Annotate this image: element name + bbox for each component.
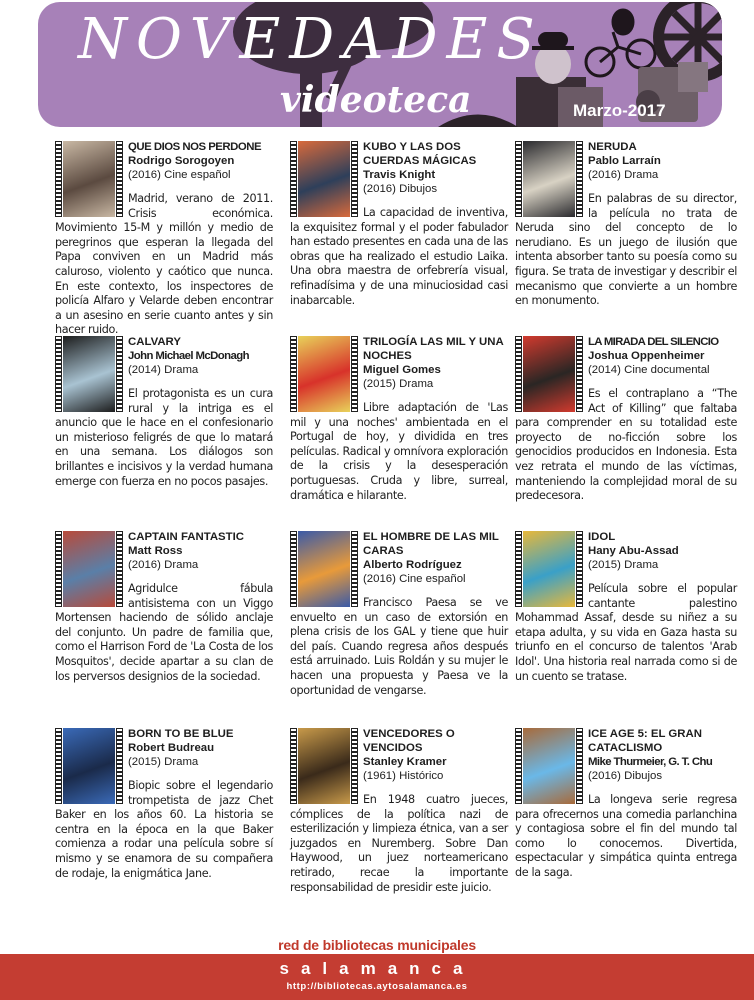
film-strip-icon: [55, 336, 62, 412]
film-title: TRILOGÍA LAS MIL Y UNA NOCHES: [363, 336, 504, 362]
film-description: En 1948 cuatro jueces, cómplices de la política nazi de esterilización y limpieza étnica, van a ser juzgados en Nuremberg. Sobre Dan Haywood, un juez norteamericano retirado, recae la importante responsabilidad de presidir este juicio.: [290, 793, 508, 894]
film-director: Mike Thurmeier, G. T. Chu: [588, 756, 713, 768]
film-strip-icon: [351, 141, 358, 217]
city-name: salamanca: [279, 959, 475, 978]
issue-date: Marzo-2017: [573, 101, 666, 120]
film-description: Biopic sobre el legendario trompetista de jazz Chet Baker en los años 60. La historia se centra en la época en la que Baker comienza a rodar una película sobre sí mismo y se enamora de su compañera de rodaje, la enigmática Jane.: [55, 779, 273, 880]
film-description: Película sobre el popular cantante palestino Mohammad Assaf, desde su niñez a su etapa adulta, y su vida en Gaza hasta su triunfo en el concurso de talentos 'Arab Idol'. Una historia real narrada como si de un cuento se tratase.: [515, 582, 737, 683]
film-year-genre: (2015) Drama: [588, 559, 659, 571]
film-card: [515, 335, 737, 504]
film-year-genre: (2016) Drama: [588, 169, 659, 181]
film-strip-icon: [116, 336, 123, 412]
film-title: NERUDA: [588, 141, 637, 153]
film-strip-icon: [290, 531, 297, 607]
film-year-genre: (2015) Drama: [363, 378, 434, 390]
film-strip-icon: [515, 728, 522, 804]
film-card: [55, 530, 273, 684]
film-poster: [55, 336, 123, 412]
film-card: [55, 140, 273, 338]
film-strip-icon: [576, 728, 583, 804]
film-poster: [55, 141, 123, 217]
film-strip-icon: [351, 531, 358, 607]
film-description: Francisco Paesa se ve envuelto en un caso de extorsión en plena crisis de los GAL y tiene que huir del país. Cuando regresa años después está arruinado. Luis Roldán y su mujer le hacen una propuesta y Paesa ve la oportunidad de vengarse.: [290, 596, 508, 697]
film-director: Hany Abu-Assad: [588, 545, 679, 557]
film-title: CALVARY: [128, 336, 181, 348]
page-title: NOVEDADES: [78, 7, 544, 72]
film-strip-icon: [116, 141, 123, 217]
film-director: Joshua Oppenheimer: [588, 350, 705, 362]
poster-image: [298, 336, 350, 412]
poster-image: [63, 728, 115, 804]
film-description: La capacidad de inventiva, la exquisitez formal y el poder fabulador han estado presentes en cada una de las obras que ha realizado el estudio Laika. Una obra maestra de orfebrería visual, refinadísima y de una minuciosidad casi inabarcable.: [290, 206, 508, 307]
film-card: [290, 727, 508, 895]
library-network-label: red de bibliotecas municipales: [278, 937, 476, 953]
film-director: Travis Knight: [363, 169, 436, 181]
film-director: John Michael McDonagh: [128, 350, 249, 362]
film-strip-icon: [55, 531, 62, 607]
film-strip-icon: [290, 141, 297, 217]
poster-image: [523, 141, 575, 217]
poster-image: [523, 336, 575, 412]
film-title: BORN TO BE BLUE: [128, 728, 234, 740]
footer-bar: [0, 954, 754, 1000]
film-poster: [515, 531, 583, 607]
poster-image: [63, 141, 115, 217]
film-strip-icon: [290, 336, 297, 412]
poster-image: [63, 336, 115, 412]
film-poster: [515, 141, 583, 217]
film-year-genre: (1961) Histórico: [363, 770, 444, 782]
film-strip-icon: [116, 728, 123, 804]
film-title: IDOL: [588, 531, 616, 543]
film-director: Matt Ross: [128, 545, 183, 557]
film-strip-icon: [55, 141, 62, 217]
film-title: ICE AGE 5: EL GRAN CATACLISMO: [588, 728, 702, 754]
film-poster: [515, 728, 583, 804]
film-card: [515, 727, 737, 881]
film-poster: [290, 336, 358, 412]
film-title: CAPTAIN FANTASTIC: [128, 531, 245, 543]
film-year-genre: (2014) Drama: [128, 364, 199, 376]
film-strip-icon: [515, 336, 522, 412]
film-card: [290, 530, 508, 698]
film-poster: [55, 531, 123, 607]
film-description: En palabras de su director, la película no trata de Neruda sino del concepto de lo nerudiano. Es un juego de ilusión que intenta absorber tanto su poesía como su figura. Se trata de investigar y describir el mecanismo que convierte a un hombre en monumento.: [515, 192, 737, 308]
film-year-genre: (2016) Dibujos: [363, 183, 438, 195]
film-poster: [515, 336, 583, 412]
poster-image: [523, 531, 575, 607]
film-description: Es el contraplano a “The Act of Killing” que faltaba para comprender en su totalidad este proyecto de no-ficción sobre los genocidios producidos en Indonesia. Esta vez retrata el mundo de las víctimas, manteniendo la complejidad moral de su predecesora.: [515, 387, 737, 503]
film-title: VENCEDORES O VENCIDOS: [363, 728, 455, 754]
film-description: El protagonista es un cura rural y la intriga es el anuncio que le hace en el confesionario un misterioso feligrés de que lo matará en una semana. Los diálogos son brillantes e incisivos y la verdad humana emerge con fuerza en no pocos pasajes.: [55, 387, 273, 488]
poster-image: [298, 531, 350, 607]
poster-image: [523, 728, 575, 804]
film-title: KUBO Y LAS DOS CUERDAS MÁGICAS: [363, 141, 477, 167]
film-card: [290, 335, 508, 503]
film-poster: [290, 141, 358, 217]
film-year-genre: (2015) Drama: [128, 756, 199, 768]
film-strip-icon: [515, 531, 522, 607]
film-strip-icon: [515, 141, 522, 217]
film-title: QUE DIOS NOS PERDONE: [128, 141, 262, 153]
poster-image: [298, 728, 350, 804]
film-year-genre: (2014) Cine documental: [588, 364, 710, 376]
film-description: Madrid, verano de 2011. Crisis económica. Movimiento 15-M y millón y medio de peregrinos que esperan la llegada del Papa conviven en un Madrid más caluroso, violento y caótico que nunca. En este contexto, los inspectores de policía Alfaro y Velarde deben encontrar a un asesino en serie cuanto antes y sin hacer ruido.: [55, 192, 273, 337]
website-link[interactable]: http://bibliotecas.aytosalamanca.es: [286, 981, 468, 992]
film-strip-icon: [576, 336, 583, 412]
film-card: [515, 530, 737, 684]
film-director: Robert Budreau: [128, 742, 215, 754]
film-strip-icon: [351, 336, 358, 412]
film-description: Agridulce fábula antisistema con un Viggo Mortensen haciendo de sólido anclaje del conjunto. Un padre de familia que, como el Harrison Ford de 'La Costa de los Mosquitos', decide apartar a su clan de los perversos designios de la sociedad.: [55, 582, 273, 683]
film-card: [515, 140, 737, 309]
bicycle-illustration: [586, 10, 655, 76]
film-year-genre: (2016) Drama: [128, 559, 199, 571]
film-card: [55, 727, 273, 881]
film-strip-icon: [290, 728, 297, 804]
film-poster: [290, 728, 358, 804]
film-director: Pablo Larraín: [588, 155, 661, 167]
header-banner: [38, 2, 722, 127]
film-poster: [290, 531, 358, 607]
film-card: [290, 140, 508, 308]
film-director: Stanley Kramer: [363, 756, 447, 768]
film-strip-icon: [576, 141, 583, 217]
film-poster: [55, 728, 123, 804]
film-description: Libre adaptación de 'Las mil y una noches' ambientada en el Portugal de hoy, y dividida en tres películas. Radical y omnívora exploración de la crisis y la desesperación portuguesas. Cruda y libre, surreal, dramática e hilarante.: [290, 401, 508, 502]
film-card: [55, 335, 273, 489]
film-director: Rodrigo Sorogoyen: [128, 155, 235, 167]
page-subtitle: videoteca: [280, 79, 472, 121]
film-year-genre: (2016) Dibujos: [588, 770, 663, 782]
poster-image: [298, 141, 350, 217]
film-title: EL HOMBRE DE LAS MIL CARAS: [363, 531, 499, 557]
film-strip-icon: [55, 728, 62, 804]
poster-image: [63, 531, 115, 607]
film-strip-icon: [116, 531, 123, 607]
film-year-genre: (2016) Cine español: [363, 573, 466, 585]
film-strip-icon: [351, 728, 358, 804]
film-title: LA MIRADA DEL SILENCIO: [588, 336, 719, 348]
film-director: Alberto Rodríguez: [363, 559, 462, 571]
film-strip-icon: [576, 531, 583, 607]
film-year-genre: (2016) Cine español: [128, 169, 231, 181]
film-description: La longeva serie regresa para ofrecernos una comedia parlanchina y contagiosa sobre el fin del mundo tal como lo conocemos. Divertida, espectacular y simpática quinta entrega de la saga.: [515, 793, 737, 879]
film-director: Miguel Gomes: [363, 364, 441, 376]
